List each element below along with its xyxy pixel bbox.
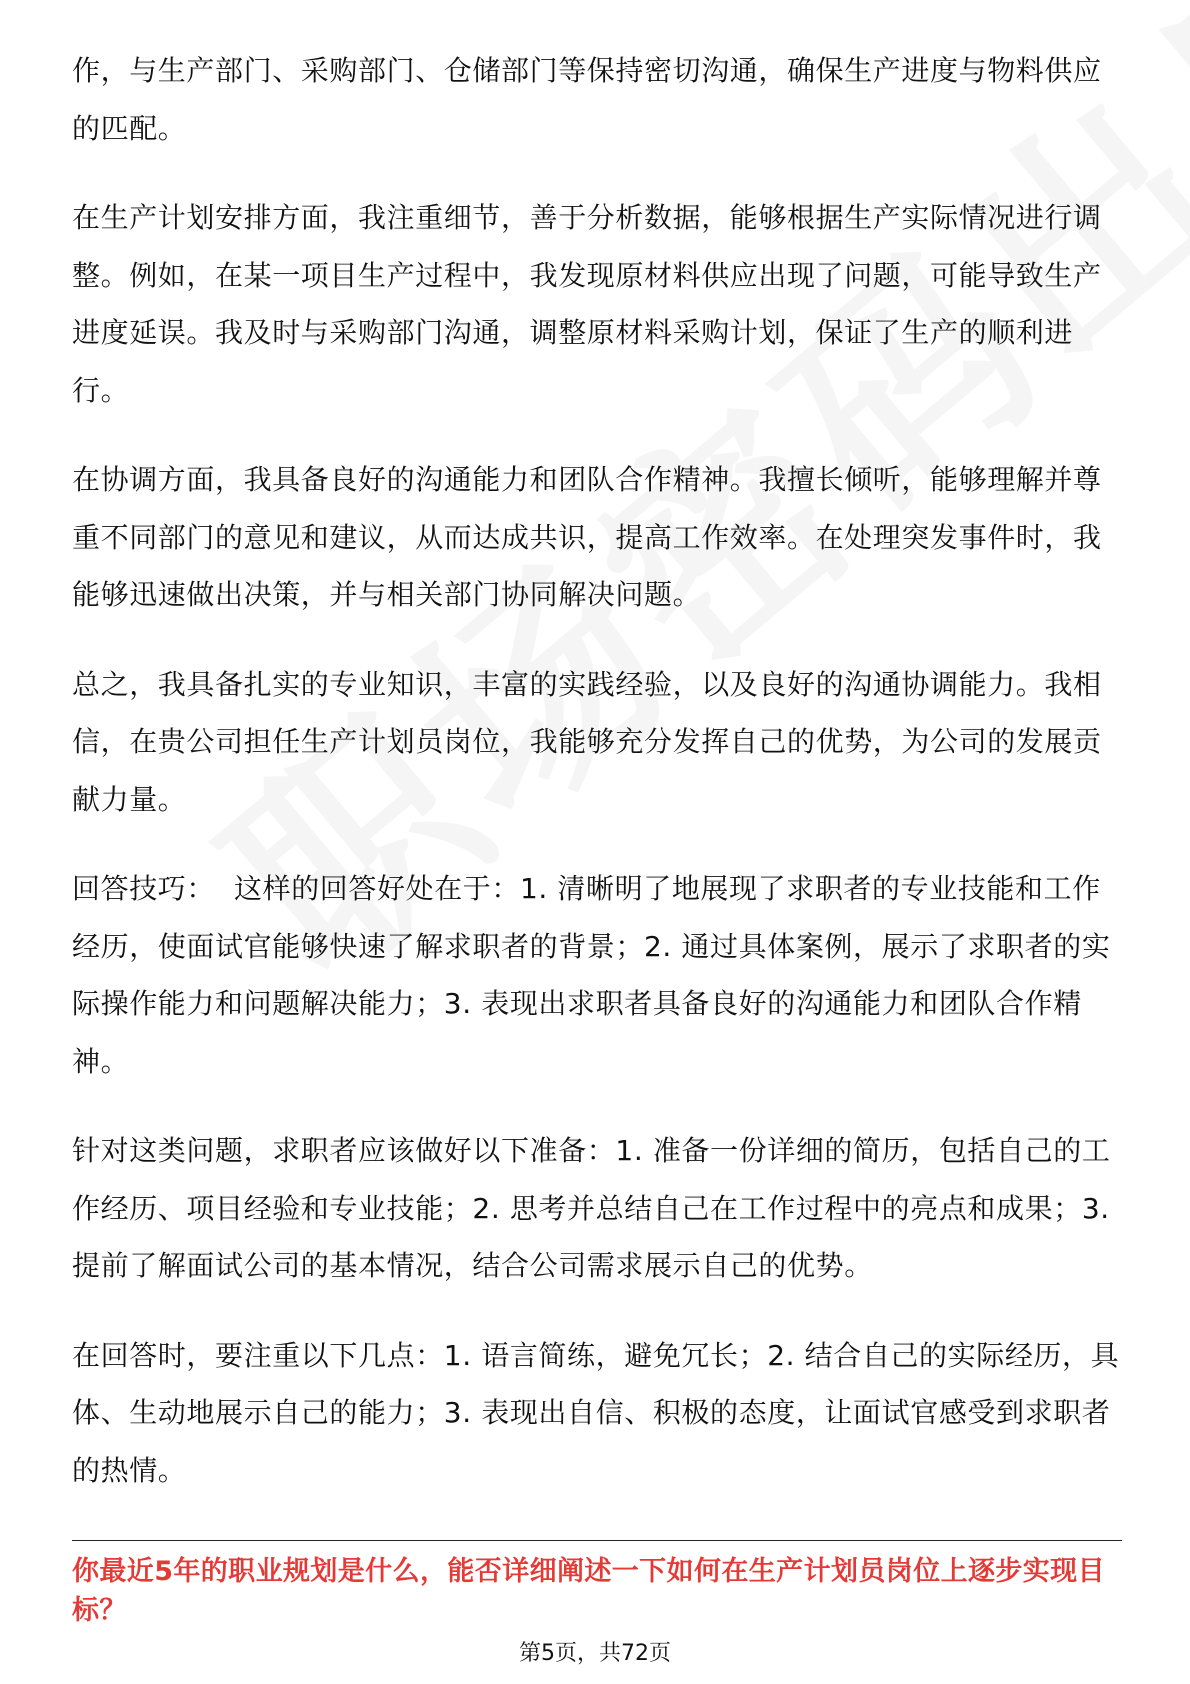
- paragraph-answer-notes: 在回答时，要注重以下几点：1. 语言简练，避免冗长；2. 结合自己的实际经历，具体、生动地展示自己的能力；3. 表现出自信、积极的态度，让面试官感受到求职者的热情。: [72, 1338, 1120, 1487]
- paragraph-preparation: 针对这类问题，求职者应该做好以下准备：1. 准备一份详细的简历，包括自己的工作经历、项目经验和专业技能；2. 思考并总结自己在工作过程中的亮点和成果；3. 提前了解面试公司的基本情况，结合公司需求展示自己的优势。: [72, 1134, 1120, 1282]
- paragraph-answer-tips: 回答技巧： 这样的回答好处在于：1. 清晰明了地展现了求职者的专业技能和工作经历，使面试官能够快速了解求职者的背景；2. 通过具体案例，展示了求职者的实际操作能力和问题解决能力；3. 表现出求职者具备良好的沟通能力和团队合作精神。: [72, 872, 1111, 1078]
- paragraph-continuation: 作，与生产部门、采购部门、仓储部门等保持密切沟通，确保生产进度与物料供应的匹配。: [72, 54, 1102, 145]
- paragraph-summary: 总之，我具备扎实的专业知识，丰富的实践经验，以及良好的沟通协调能力。我相信，在贵公司担任生产计划员岗位，我能够充分发挥自己的优势，为公司的发展贡献力量。: [72, 667, 1102, 816]
- paragraph-coordination: 在协调方面，我具备良好的沟通能力和团队合作精神。我擅长倾听，能够理解并尊重不同部门的意见和建议，从而达成共识，提高工作效率。在处理突发事件时，我能够迅速做出决策，并与相关部门协同解决问题。: [72, 463, 1102, 611]
- next-question-heading: 你最近5年的职业规划是什么，能否详细阐述一下如何在生产计划员岗位上逐步实现目标？: [72, 1556, 1105, 1626]
- paragraph-planning: 在生产计划安排方面，我注重细节，善于分析数据，能够根据生产实际情况进行调整。例如，在某一项目生产过程中，我发现原材料供应出现了问题，可能导致生产进度延误。我及时与采购部门沟通，调整原材料采购计划，保证了生产的顺利进行。: [72, 201, 1102, 407]
- page-footer: 第5页，共72页: [519, 1641, 671, 1666]
- body-content: [72, 42, 1122, 1531]
- section-divider: [72, 1540, 1122, 1541]
